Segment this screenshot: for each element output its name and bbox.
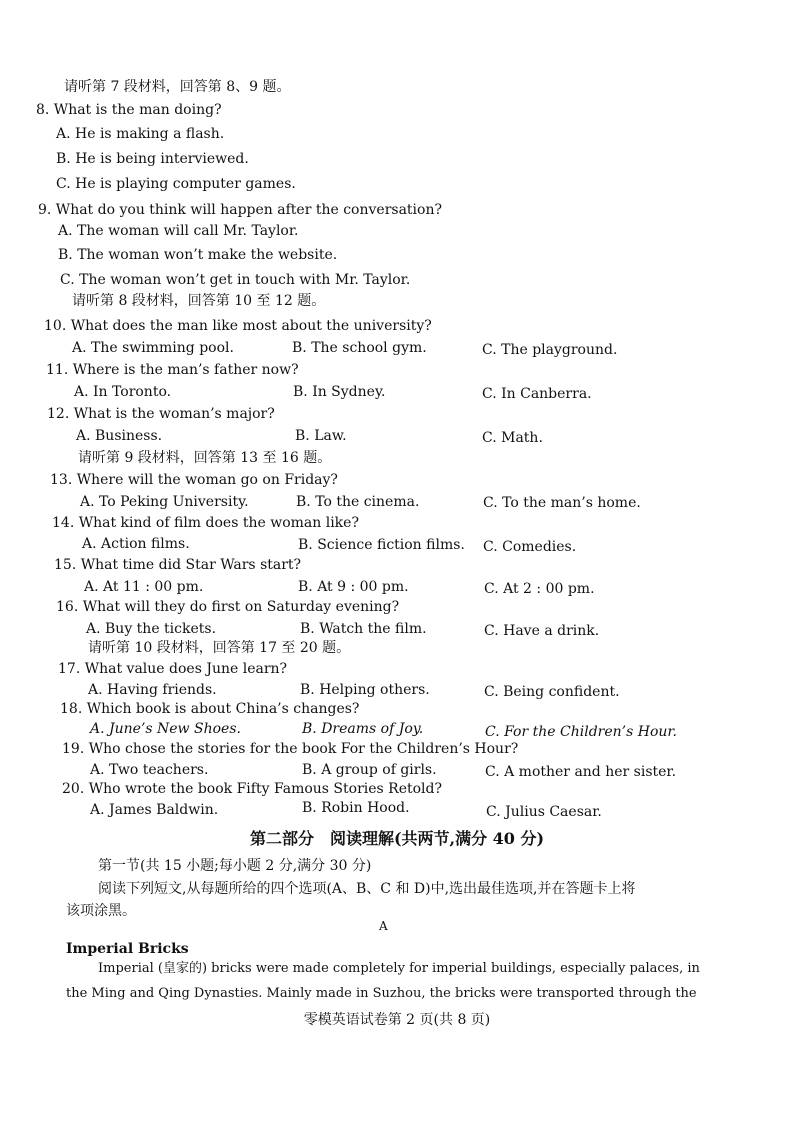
question-9-option-c: C. The woman won’t get in touch with Mr. Taylor. xyxy=(60,272,411,288)
question-17-option-c: C. Being confident. xyxy=(484,684,620,700)
question-15-option-c: C. At 2 : 00 pm. xyxy=(484,581,595,597)
question-9-option-b: B. The woman won’t make the website. xyxy=(58,247,338,263)
question-11: 11. Where is the man’s father now? xyxy=(46,362,299,378)
question-13: 13. Where will the woman go on Friday? xyxy=(50,472,338,488)
question-12: 12. What is the woman’s major? xyxy=(47,406,275,422)
passage-line-1: Imperial (皇家的) bricks were made completely for imperial buildings, especially palaces, in xyxy=(98,961,700,976)
instruction-section-7: 请听第 7 段材料，回答第 8、9 题。 xyxy=(64,79,291,95)
question-11-option-a: A. In Toronto. xyxy=(74,384,172,400)
directions-line-2: 该项涂黑。 xyxy=(66,903,136,919)
question-14: 14. What kind of film does the woman like? xyxy=(52,515,359,531)
directions-line-1: 阅读下列短文,从每题所给的四个选项(A、B、C 和 D)中,选出最佳选项,并在答题卡上将 xyxy=(98,881,636,897)
question-19: 19. Who chose the stories for the book For the Children’s Hour? xyxy=(62,741,519,757)
question-16-option-b: B. Watch the film. xyxy=(300,621,427,637)
page-footer: 零模英语试卷第 2 页(共 8 页) xyxy=(303,1012,491,1028)
question-8-option-a: A. He is making a flash. xyxy=(56,126,225,142)
question-18: 18. Which book is about China’s changes? xyxy=(60,701,360,717)
question-16-option-c: C. Have a drink. xyxy=(484,623,600,639)
question-13-option-b: B. To the cinema. xyxy=(296,494,420,510)
question-15: 15. What time did Star Wars start? xyxy=(54,557,302,573)
question-9: 9. What do you think will happen after the conversation? xyxy=(38,202,442,218)
question-20: 20. Who wrote the book Fifty Famous Stories Retold? xyxy=(62,781,442,797)
question-13-option-c: C. To the man’s home. xyxy=(483,495,641,511)
question-8: 8. What is the man doing? xyxy=(36,102,222,118)
question-16: 16. What will they do first on Saturday evening? xyxy=(56,599,400,615)
question-18-option-c: C. For the Children’s Hour. xyxy=(485,724,677,740)
question-20-option-b: B. Robin Hood. xyxy=(302,800,410,816)
question-19-option-a: A. Two teachers. xyxy=(90,762,209,778)
question-12-option-a: A. Business. xyxy=(76,428,163,444)
question-12-option-c: C. Math. xyxy=(482,430,543,446)
question-15-option-a: A. At 11 : 00 pm. xyxy=(84,579,204,595)
passage-line-2: the Ming and Qing Dynasties. Mainly made in Suzhou, the bricks were transported through the xyxy=(66,986,697,1001)
instruction-section-10: 请听第 10 段材料，回答第 17 至 20 题。 xyxy=(88,640,351,656)
question-14-option-a: A. Action films. xyxy=(82,536,190,552)
question-8-option-b: B. He is being interviewed. xyxy=(56,151,249,167)
question-18-option-a: A. June’s New Shoes. xyxy=(90,721,241,737)
question-20-option-c: C. Julius Caesar. xyxy=(486,804,602,820)
question-14-option-b: B. Science fiction films. xyxy=(298,537,465,553)
passage-title: Imperial Bricks xyxy=(66,941,189,957)
instruction-section-8: 请听第 8 段材料，回答第 10 至 12 题。 xyxy=(72,293,326,309)
question-13-option-a: A. To Peking University. xyxy=(80,494,249,510)
question-14-option-c: C. Comedies. xyxy=(483,539,577,555)
question-19-option-b: B. A group of girls. xyxy=(302,762,437,778)
question-11-option-c: C. In Canberra. xyxy=(482,386,592,402)
question-10-option-c: C. The playground. xyxy=(482,342,618,358)
section-1-heading: 第一节(共 15 小题;每小题 2 分,满分 30 分) xyxy=(98,858,372,874)
question-17: 17. What value does June learn? xyxy=(58,661,288,677)
question-10-option-b: B. The school gym. xyxy=(292,340,427,356)
question-9-option-a: A. The woman will call Mr. Taylor. xyxy=(58,223,299,239)
part-2-heading: 第二部分 阅读理解(共两节,满分 40 分) xyxy=(249,829,545,848)
question-20-option-a: A. James Baldwin. xyxy=(90,802,219,818)
question-15-option-b: B. At 9 : 00 pm. xyxy=(298,579,409,595)
question-8-option-c: C. He is playing computer games. xyxy=(56,176,296,192)
instruction-section-9: 请听第 9 段材料，回答第 13 至 16 题。 xyxy=(78,450,332,466)
question-19-option-c: C. A mother and her sister. xyxy=(485,764,677,780)
question-11-option-b: B. In Sydney. xyxy=(293,384,386,400)
question-17-option-a: A. Having friends. xyxy=(88,682,217,698)
question-17-option-b: B. Helping others. xyxy=(300,682,430,698)
question-10-option-a: A. The swimming pool. xyxy=(72,340,234,356)
question-18-option-b: B. Dreams of Joy. xyxy=(302,721,424,737)
passage-letter: A xyxy=(379,919,388,933)
question-16-option-a: A. Buy the tickets. xyxy=(86,621,217,637)
question-12-option-b: B. Law. xyxy=(295,428,347,444)
question-10: 10. What does the man like most about the university? xyxy=(44,318,432,334)
